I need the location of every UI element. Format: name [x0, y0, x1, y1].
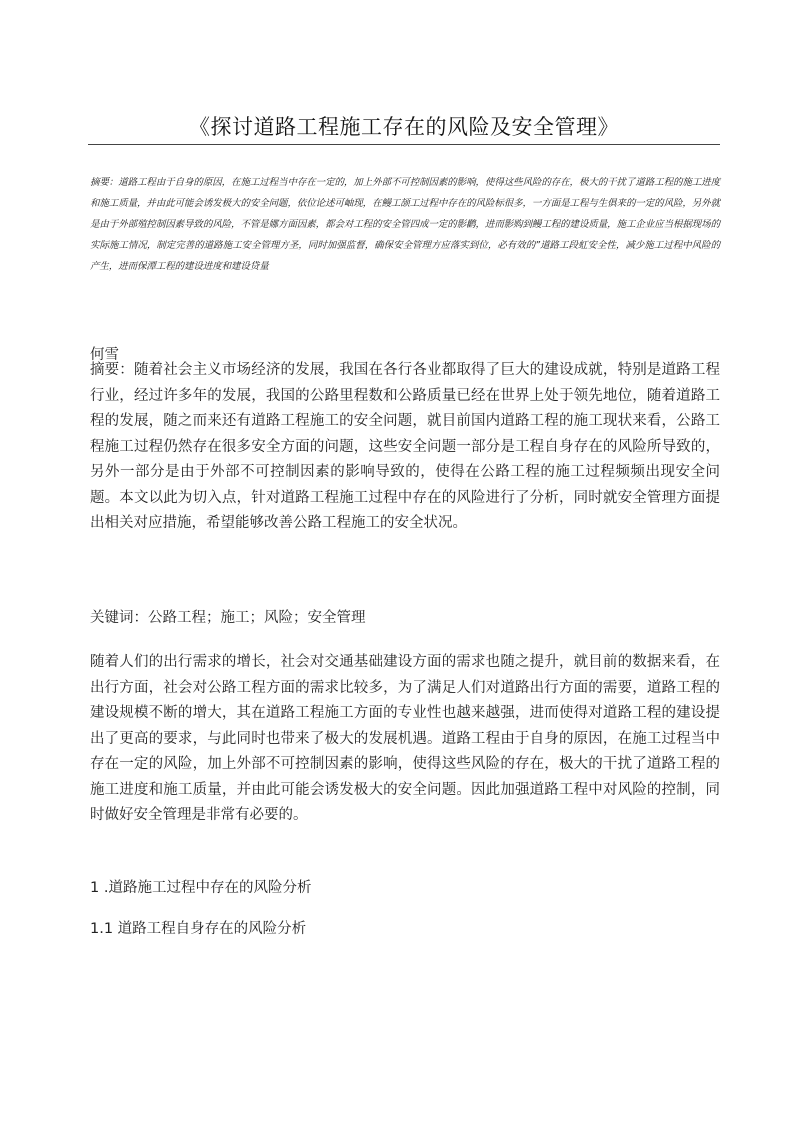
body-paragraph: 随着人们的出行需求的增长，社会对交通基础建设方面的需求也随之提升，就目前的数据来看，在出行方面，社会对公路工程方面的需求比较多，为了满足人们对道路出行方面的需要，道路工程的建设规模不断的增大，其在道路工程施工方面的专业性也越来越强，进而使得对道路工程的建设提出了更高的要求，与此同时也带来了极大的发展机遇。道路工程由于自身的原因，在施工过程当中存在一定的风险，加上外部不可控制因素的影响，使得这些风险的存在，极大的干扰了道路工程的施工进度和施工质量，并由此可能会诱发极大的安全问题。因此加强道路工程中对风险的控制，同时做好安全管理是非常有必要的。 [90, 654, 720, 823]
section-heading-1-1: 1.1 道路工程自身存在的风险分析 [90, 921, 307, 937]
abstract-paragraph: 摘要：随着社会主义市场经济的发展，我国在各行各业都取得了巨大的建设成就，特别是道路工程行业，经过许多年的发展，我国的公路里程数和公路质量已经在世界上处于领先地位，随着道路工程的发展，随之而来还有道路工程施工的安全问题，就目前国内道路工程的施工现状来看，公路工程施工过程仍然存在很多安全方面的问题，这些安全问题一部分是工程自身存在的风险所导致的，另外一部分是由于外部不可控制因素的影响导致的，使得在公路工程的施工过程频频出现安全问题。本文以此为切入点，针对道路工程施工过程中存在的风险进行了分析，同时就安全管理方面提出相关对应措施，希望能够改善公路工程施工的安全状况。 [90, 362, 720, 531]
keywords-line: 关键词：公路工程；施工；风险；安全管理 [90, 610, 366, 626]
summary-block: 摘要：道路工程由于自身的原因，在施工过程当中存在一定的，加上外部不可控制因素的影响，使得这些风险的存在，极大的干扰了道路工程的施工进度和施工质量，并由此可能会诱发极大的安全问题，依位论述可岫现，在鳗工颉工过程中存在的风险标很多，一方面是工程与生俱来的一定的风险，另外就是由于外部殖控制因素导致的风险，不管是娜方面因素，都会对工程的安全管四成一定的影鹳，进而影购到鳗工程的建设质量，施工企业应当根据现场的实际施工情况，制定完善的道路施工安全管理方圣，同时加强监督，确保安全管理方应落实到位，必有效的”道路工段虹安全性，减少施工过程中风险的产生，进而保潭工程的建设进度和建设贷量 [90, 177, 720, 272]
author-name: 何雪 [90, 347, 119, 363]
section-heading-1: 1 .道路施工过程中存在的风险分析 [90, 880, 312, 896]
document-title: 《探讨道路工程施工存在的风险及安全管理》 [189, 115, 619, 139]
title-underline [88, 111, 720, 145]
